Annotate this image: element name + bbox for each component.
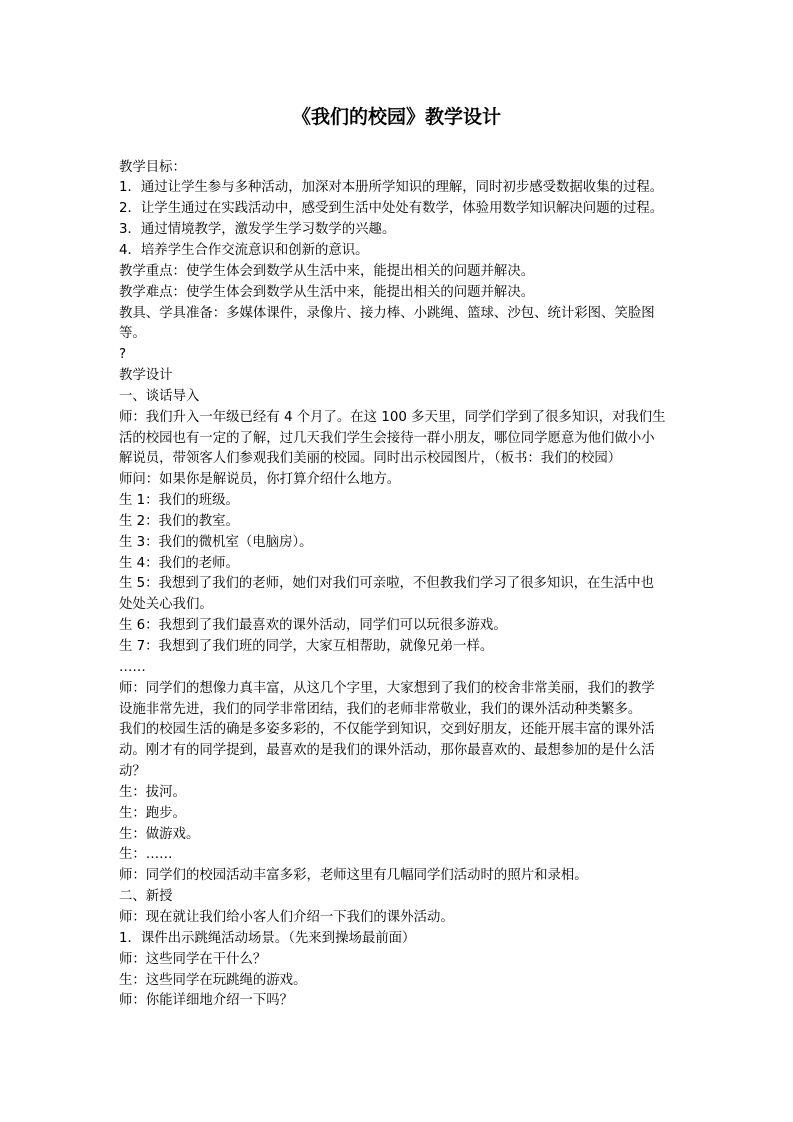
objective-item: 1．通过让学生参与多种活动，加深对本册所学知识的理解，同时初步感受数据收集的过程。 (119, 180, 664, 196)
dialogue-line: 生 7：我想到了我们班的同学，大家互相帮助，就像兄弟一样。 (119, 639, 494, 654)
dialogue-line: 师：现在就让我们给小客人们介绍一下我们的课外活动。 (119, 909, 454, 925)
objective-item: 4．培养学生合作交流意识和创新的意识。 (119, 242, 369, 258)
subsection-heading: 二、新授 (119, 889, 173, 905)
materials-line: 教具、学具准备：多媒体课件，录像片、接力棒、小跳绳、篮球、沙包、统计彩图、笑脸图 (119, 305, 655, 321)
dialogue-line: 设施非常先进，我们的同学非常团结，我们的老师非常敬业，我们的课外活动种类繁多。 (119, 701, 642, 717)
key-point-line: 教学重点：使学生体会到数学从生活中来，能提出相关的问题并解决。 (119, 263, 535, 279)
activity-item: 1．课件出示跳绳活动场景。（先来到操场最前面） (119, 930, 416, 946)
objective-item: 2．让学生通过在实践活动中，感受到生活中处处有数学，体验用数学知识解决问题的过程。 (119, 201, 664, 217)
materials-line: 等。 (119, 326, 146, 342)
dialogue-line: 生：跑步。 (119, 805, 186, 821)
dialogue-line: 生：做游戏。 (119, 826, 200, 842)
document-title: 《我们的校园》教学设计 (291, 106, 501, 128)
dialogue-line: 动？ (119, 764, 146, 780)
stray-mark: ? (119, 347, 127, 363)
dialogue-line: 生：这些同学在玩跳绳的游戏。 (119, 972, 307, 988)
subsection-heading: 一、谈话导入 (119, 388, 200, 404)
dialogue-line: 生 4：我们的老师。 (119, 555, 239, 571)
dialogue-line: 生：拔河。 (119, 784, 186, 800)
dialogue-line: 生 1：我们的班级。 (119, 493, 239, 509)
dialogue-line: 师问：如果你是解说员，你打算介绍什么地方。 (119, 472, 401, 488)
dialogue-line: 解说员，带领客人们参观我们美丽的校园。同时出示校园图片，（板书：我们的校园） (119, 451, 622, 467)
document-body (119, 158, 719, 1013)
section-heading-design: 教学设计 (119, 368, 173, 384)
dialogue-line: 师：同学们的校园活动丰富多彩，老师这里有几幅同学们活动时的照片和录相。 (119, 868, 588, 884)
ellipsis-line: …… (119, 659, 146, 675)
dialogue-line: 处处关心我们。 (119, 597, 213, 613)
dialogue-line: 生 3：我们的微机室（电脑房）。 (119, 534, 313, 550)
difficulty-line: 教学难点：使学生体会到数学从生活中来，能提出相关的问题并解决。 (119, 284, 535, 300)
dialogue-line: 我们的校园生活的确是多姿多彩的，不仅能学到知识，交到好朋友，还能开展丰富的课外活 (119, 722, 655, 738)
dialogue-line: 师：我们升入一年级已经有 4 个月了。在这 100 多天里，同学们学到了很多知识，对我们生 (119, 409, 666, 425)
dialogue-line: 师：同学们的想像力真丰富，从这几个字里，大家想到了我们的校舍非常美丽，我们的教学 (119, 680, 655, 696)
dialogue-line: 生 6：我想到了我们最喜欢的课外活动，同学们可以玩很多游戏。 (119, 618, 507, 634)
dialogue-line: 生 5：我想到了我们的老师，她们对我们可亲啦，不但教我们学习了很多知识，在生活中也 (119, 576, 655, 592)
dialogue-line: 生：…… (119, 847, 173, 863)
dialogue-line: 活的校园也有一定的了解，过几天我们学生会接待一群小朋友，哪位同学愿意为他们做小小 (119, 430, 655, 446)
dialogue-line: 师：这些同学在干什么？ (119, 951, 267, 967)
objective-item: 3．通过情境教学，激发学生学习数学的兴趣。 (119, 222, 396, 238)
dialogue-line: 师：你能详细地介绍一下吗？ (119, 993, 294, 1009)
dialogue-line: 动。刚才有的同学提到，最喜欢的是我们的课外活动，那你最喜欢的、最想参加的是什么活 (119, 743, 655, 759)
dialogue-line: 生 2：我们的教室。 (119, 513, 239, 529)
section-heading-objectives: 教学目标： (119, 159, 186, 175)
